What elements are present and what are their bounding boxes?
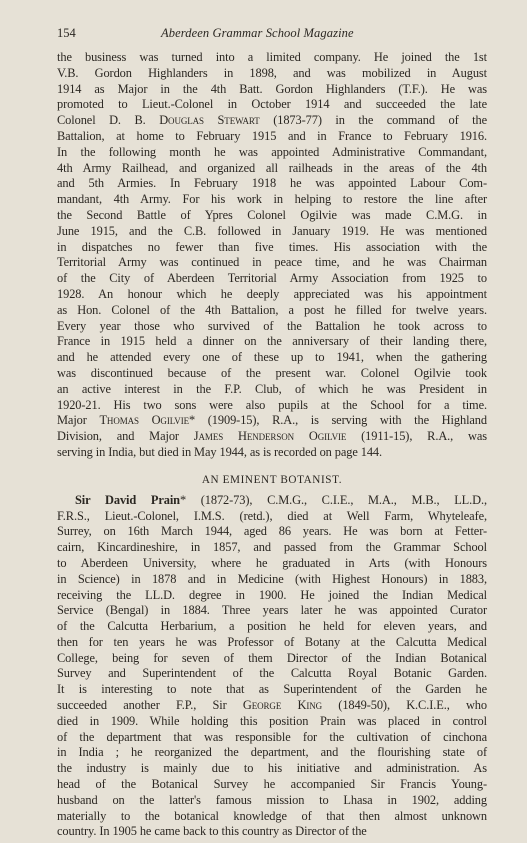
text-line	[57, 651, 487, 667]
text-segment: * (1872-73), C.M.G., C.I.E., M.A., M.B., LL.D.,	[179, 492, 487, 507]
text-segment: in Science) in 1878 and in Medicine (with Highest Honours) in 1883,	[57, 571, 487, 586]
text-segment: Every year those who survived of the Battalion he took across to	[57, 318, 487, 333]
text-line	[57, 572, 487, 588]
text-segment: an active interest in the F.P. Club, of which he was President in	[57, 381, 487, 396]
text-line	[57, 666, 487, 682]
text-line	[57, 224, 487, 240]
text-segment: serving in India, but died in May 1944, as is recorded on page 144.	[57, 444, 383, 459]
text-segment: to Aberdeen University, where he graduated in Arts (with Honours	[57, 555, 487, 570]
text-segment: 4th Army Railhead, and organized all railheads in the areas of the 4th	[57, 160, 487, 175]
text-line	[57, 714, 487, 730]
person-name: George King	[242, 698, 323, 713]
text-line	[57, 635, 487, 651]
text-segment: June 1915, and the C.B. followed in January 1919. He was mentioned	[57, 223, 487, 238]
text-segment: husband on the latter's famous mission to Lhasa in 1902, adding	[57, 792, 487, 807]
text-line	[57, 287, 487, 303]
text-segment: Survey and Superintendent of the Calcutta Royal Botanic Garden.	[57, 666, 487, 681]
text-line	[57, 129, 487, 145]
text-line	[57, 303, 487, 319]
text-line	[57, 66, 487, 82]
text-segment: (1911-15), R.A., was	[346, 429, 487, 444]
text-segment: and he attended every one of these up to 1941, when the gathering	[57, 350, 487, 365]
text-line	[57, 350, 487, 366]
text-line	[57, 382, 487, 398]
text-line	[57, 524, 487, 540]
text-segment: It is interesting to note that as Superintendent of the Garden he	[57, 682, 487, 697]
text-line	[57, 603, 487, 619]
text-line	[57, 777, 487, 793]
text-line	[57, 493, 487, 509]
text-segment: then for ten years he was Professor of Botany at the Calcutta Medical	[57, 634, 487, 649]
text-line	[57, 334, 487, 350]
text-line	[57, 761, 487, 777]
text-line	[57, 413, 487, 429]
text-segment: succeeded another F.P., Sir	[57, 698, 243, 713]
text-line	[57, 366, 487, 382]
text-segment: was discontinued because of the present war. Colonel Ogilvie took	[57, 365, 487, 380]
text-segment: Major	[57, 413, 100, 428]
person-name: Thomas Ogilvie	[99, 413, 189, 428]
person-name: James Henderson Ogilvie	[193, 429, 347, 444]
text-line	[57, 255, 487, 271]
text-line	[57, 445, 487, 461]
text-segment: country. In 1905 he came back to this country as Director of the	[57, 824, 367, 839]
text-segment: as Hon. Colonel of the 4th Battalion, a post he filled for twelve years.	[57, 302, 487, 317]
text-line	[57, 145, 487, 161]
text-segment: 1928. An honour which he deeply appreciated was his appointment	[57, 286, 487, 301]
text-segment: of the Calcutta Herbarium, a position he held for eleven years, and	[57, 619, 487, 634]
paragraph-prain	[57, 493, 487, 841]
text-segment: and 5th Armies. In February 1918 he was appointed Labour Com-	[57, 176, 487, 191]
text-line	[57, 398, 487, 414]
text-segment: cairn, Kincardineshire, in 1857, and passed from the Grammar School	[57, 540, 487, 555]
text-segment: the business was turned into a limited company. He joined the 1st	[57, 50, 487, 64]
text-segment: College, being for seven of them Director of the Indian Botanical	[57, 650, 487, 665]
text-line	[57, 730, 487, 746]
text-line	[57, 556, 487, 572]
text-segment: materially to the botanical knowledge of that then almost unknown	[57, 808, 487, 823]
page-header	[57, 26, 487, 50]
text-line	[57, 509, 487, 525]
page-number: 154	[57, 26, 76, 40]
section-heading: AN EMINENT BOTANIST.	[201, 473, 343, 486]
lead-name: Sir David Prain	[75, 492, 180, 507]
text-segment: Territorial Army was continued in peace time, and he was Chairman	[57, 255, 487, 270]
text-segment: mandant, 4th Army. For his work in helping to restore the line after	[57, 192, 487, 207]
text-line	[57, 793, 487, 809]
running-title: Aberdeen Grammar School Magazine	[161, 26, 354, 40]
text-segment: V.B. Gordon Highlanders in 1898, and was mobilized in August	[57, 65, 487, 80]
text-segment: receiving the LL.D. degree in 1900. He joined the Indian Medical	[57, 587, 487, 602]
text-line	[57, 745, 487, 761]
text-segment: in dispatches no fewer than five times. His association with the	[57, 239, 487, 254]
text-line	[57, 192, 487, 208]
text-line	[57, 50, 487, 66]
text-segment: In the following month he was appointed Administrative Commandant,	[57, 144, 487, 159]
text-segment: in India ; he reorganized the department, and the flourishing state of	[57, 745, 487, 760]
text-line	[57, 588, 487, 604]
text-segment: the industry is mainly due to his initiative and administration. As	[57, 761, 487, 776]
text-segment: 1920-21. His two sons were also pupils at the School for a time.	[57, 397, 487, 412]
text-line	[57, 113, 487, 129]
text-segment: (1873-77) in the command of the	[259, 113, 487, 128]
text-line	[57, 682, 487, 698]
text-segment: died in 1909. While holding this position Prain was placed in control	[57, 713, 487, 728]
text-segment: Surrey, on 16th March 1944, aged 86 years. He was born at Fetter-	[57, 524, 487, 539]
text-line	[57, 97, 487, 113]
person-name: Douglas Stewart	[159, 113, 260, 128]
text-line	[57, 240, 487, 256]
text-segment: of the City of Aberdeen Territorial Army Association from 1925 to	[57, 271, 487, 286]
text-line	[57, 319, 487, 335]
text-segment: Battalion, at home to February 1915 and in France to February 1916.	[57, 128, 487, 143]
text-segment: Division, and Major	[57, 429, 194, 444]
text-line	[57, 540, 487, 556]
text-segment: (1849-50), K.C.I.E., who	[322, 698, 487, 713]
text-line	[57, 698, 487, 714]
text-line	[57, 429, 487, 445]
text-segment: Service (Bengal) in 1884. Three years later he was appointed Curator	[57, 603, 487, 618]
text-line	[57, 809, 487, 825]
text-segment: France in 1915 held a dinner on the anniversary of their landing there,	[57, 334, 487, 349]
text-line	[57, 271, 487, 287]
text-segment: head of the Botanical Survey he accompanied Sir Francis Young-	[57, 777, 487, 792]
text-line	[57, 161, 487, 177]
paragraph-ogilvie	[57, 50, 487, 461]
text-segment: * (1909-15), R.A., is serving with the Highland	[189, 413, 487, 428]
text-segment: of the department that was responsible for the cultivation of cinchona	[57, 729, 487, 744]
text-line	[57, 176, 487, 192]
text-segment: 1914 as Major in the 4th Batt. Gordon Highlanders (T.F.). He was	[57, 81, 487, 96]
text-segment: F.R.S., Lieut.-Colonel, I.M.S. (retd.), died at Well Farm, Whyteleafe,	[57, 508, 487, 523]
text-segment: promoted to Lieut.-Colonel in October 1914 and succeeded the late	[57, 97, 487, 112]
text-line	[57, 619, 487, 635]
text-line	[57, 208, 487, 224]
text-segment: Colonel D. B.	[57, 113, 160, 128]
text-segment: the Second Battle of Ypres Colonel Ogilvie was made C.M.G. in	[57, 207, 487, 222]
text-line	[57, 82, 487, 98]
text-line	[57, 824, 487, 840]
